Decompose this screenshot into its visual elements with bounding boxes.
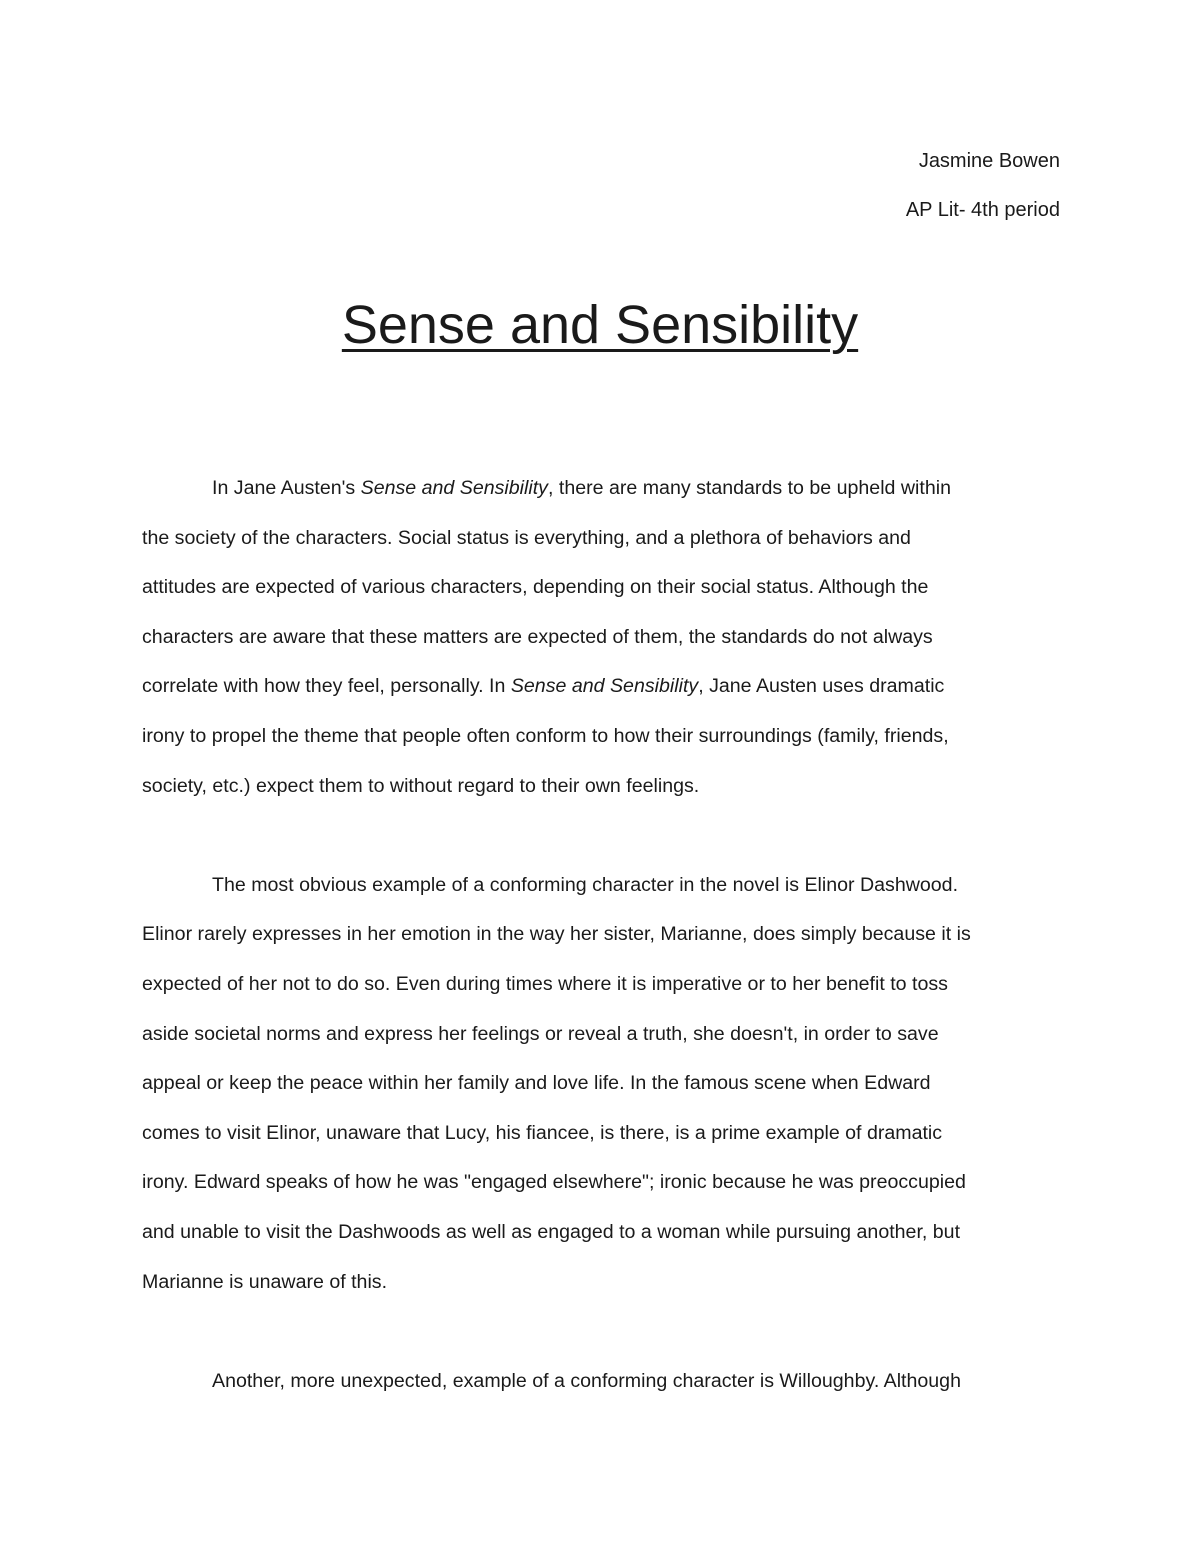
paragraph-line: The most obvious example of a conforming character in the novel is Elinor Dashwood.	[212, 873, 959, 896]
paragraph-line: appeal or keep the peace within her family and love life. In the famous scene when Edward	[142, 1072, 931, 1095]
paragraph-2	[142, 861, 1072, 1307]
paragraph-line: irony. Edward speaks of how he was "engaged elsewhere"; ironic because he was preoccupied	[142, 1171, 966, 1194]
paragraph-3	[142, 1357, 1072, 1407]
paragraph-line: expected of her not to do so. Even during times where it is imperative or to her benefit to toss	[142, 972, 948, 995]
paragraph-line: Elinor rarely expresses in her emotion in the way her sister, Marianne, does simply because it is	[142, 923, 971, 946]
italic-book-title: Sense and Sensibility	[360, 477, 548, 499]
text-run: , there are many standards to be upheld within	[547, 477, 951, 499]
paragraph-line: irony to propel the theme that people often conform to how their surroundings (family, friends,	[142, 724, 949, 747]
text-run: In Jane Austen's	[212, 477, 361, 499]
paragraph-line	[142, 464, 1072, 514]
text-run: correlate with how they feel, personally. In	[142, 675, 511, 698]
italic-book-title: Sense and Sensibility	[510, 675, 699, 698]
paragraph-line: comes to visit Elinor, unaware that Lucy, his fiancee, is there, is a prime example of dramatic	[142, 1121, 943, 1144]
header-block	[906, 137, 1060, 235]
paragraph-line: Marianne is unaware of this.	[142, 1270, 388, 1293]
document-title: Sense and Sensibility	[341, 295, 859, 355]
paragraph-1	[142, 464, 1072, 811]
paragraph-line: society, etc.) expect them to without regard to their own feelings.	[142, 774, 700, 797]
paragraph-line: and unable to visit the Dashwoods as well as engaged to a woman while pursuing another, but	[142, 1220, 961, 1243]
essay-body	[142, 464, 1072, 1406]
paragraph-line: aside societal norms and express her feelings or reveal a truth, she doesn't, in order to save	[142, 1022, 939, 1045]
paragraph-line: the society of the characters. Social status is everything, and a plethora of behaviors and	[142, 526, 911, 549]
paragraph-line: characters are aware that these matters are expected of them, the standards do not always	[142, 625, 933, 648]
paragraph-line: attitudes are expected of various characters, depending on their social status. Although the	[142, 576, 929, 599]
paragraph-line: Another, more unexpected, example of a conforming character is Willoughby. Although	[212, 1369, 961, 1392]
author-name: Jasmine Bowen	[918, 150, 1060, 172]
class-period: AP Lit- 4th period	[905, 199, 1060, 221]
paragraph-line	[142, 662, 1072, 712]
paragraph-spacer	[142, 811, 1072, 861]
text-run: , Jane Austen uses dramatic	[698, 675, 945, 698]
paragraph-spacer	[142, 1307, 1072, 1357]
